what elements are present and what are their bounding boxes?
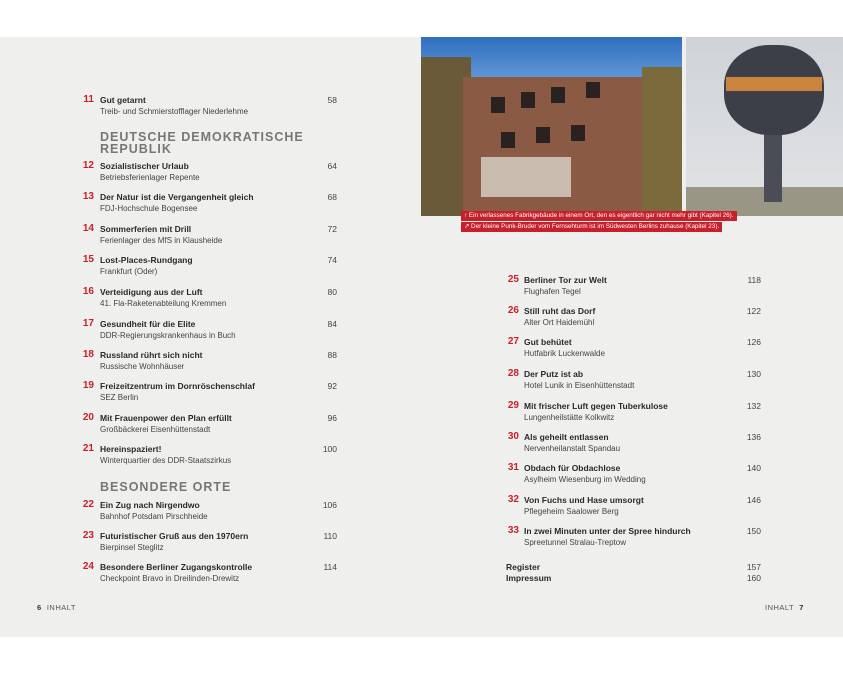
page-number: 140	[746, 463, 761, 473]
chapter-number: 26	[507, 305, 519, 316]
footer-left	[37, 603, 76, 612]
chapter-number: 32	[507, 494, 519, 505]
chapter-title: Hereinspaziert!	[100, 444, 162, 454]
chapter-number: 33	[507, 525, 519, 536]
section-heading: DEUTSCHE DEMOKRATISCHE REPUBLIK	[100, 130, 304, 156]
bierpinsel-photo	[686, 37, 843, 216]
page-number: 146	[746, 495, 761, 505]
page-number: 58	[327, 95, 337, 105]
page-number: 68	[327, 192, 337, 202]
photo-caption: ↗ Der kleine Punk-Bruder vom Fernsehturm ist im Südwesten Berlins zuhause (Kapitel 23).	[461, 222, 722, 232]
chapter-subtitle: Flughafen Tegel	[524, 287, 581, 296]
running-footer: INHALT	[765, 603, 795, 612]
section-heading: BESONDERE ORTE	[100, 480, 232, 494]
running-footer: INHALT	[46, 603, 76, 612]
page-number: 132	[746, 401, 761, 411]
chapter-number: 23	[82, 530, 94, 541]
chapter-title: Still ruht das Dorf	[524, 306, 596, 316]
page-number: 96	[327, 413, 337, 423]
chapter-subtitle: Großbäckerei Eisenhüttenstadt	[100, 425, 211, 434]
chapter-number: 31	[507, 462, 519, 473]
chapter-subtitle: Frankfurt (Oder)	[100, 267, 158, 276]
chapter-title: Obdach für Obdachlose	[524, 463, 621, 473]
chapter-number: 14	[82, 223, 94, 234]
chapter-subtitle: Bahnhof Potsdam Pirschheide	[100, 512, 208, 521]
chapter-number: 22	[82, 499, 94, 510]
page-number: 64	[327, 161, 337, 171]
chapter-title: Gut behütet	[524, 337, 572, 347]
footer-right	[765, 603, 804, 612]
chapter-subtitle: Asylheim Wiesenburg im Wedding	[524, 475, 646, 484]
page-number: 88	[327, 350, 337, 360]
page-number: 100	[322, 444, 337, 454]
chapter-number: 21	[82, 443, 94, 454]
chapter-number: 12	[82, 160, 94, 171]
chapter-title: Berliner Tor zur Welt	[524, 275, 607, 285]
page-number: 130	[746, 369, 761, 379]
chapter-subtitle: FDJ-Hochschule Bogensee	[100, 204, 198, 213]
chapter-title: Der Natur ist die Vergangenheit gleich	[100, 192, 254, 202]
page-number: 74	[327, 255, 337, 265]
page-number: 118	[747, 275, 761, 285]
chapter-title: Der Putz ist ab	[524, 369, 584, 379]
chapter-title: Mit Frauenpower den Plan erfüllt	[100, 413, 232, 423]
chapter-number: 27	[507, 336, 519, 347]
chapter-title: Sozialistischer Urlaub	[100, 161, 189, 171]
chapter-number: 19	[82, 380, 94, 391]
chapter-subtitle: Russische Wohnhäuser	[100, 362, 185, 371]
chapter-title: Gut getarnt	[100, 95, 146, 105]
chapter-title: Mit frischer Luft gegen Tuberkulose	[524, 401, 668, 411]
chapter-title: Verteidigung aus der Luft	[100, 287, 203, 297]
page-number: 122	[746, 306, 761, 316]
page-number: 92	[327, 381, 337, 391]
chapter-title: Gesundheit für die Elite	[100, 319, 196, 329]
chapter-number: 25	[507, 274, 519, 285]
chapter-title: Futuristischer Gruß aus den 1970ern	[100, 531, 249, 541]
chapter-subtitle: Pflegeheim Saalower Berg	[524, 507, 619, 516]
photo-caption: ↑ Ein verlassenes Fabrikgebäude in einem Ort, den es eigentlich gar nicht mehr gibt (Kapitel 26).	[461, 211, 737, 221]
chapter-subtitle: 41. Fla-Raketenabteilung Kremmen	[100, 299, 227, 308]
chapter-title: Von Fuchs und Hase umsorgt	[524, 495, 644, 505]
chapter-title: Besondere Berliner Zugangskontrolle	[100, 562, 253, 572]
chapter-subtitle: Treib- und Schmierstofflager Niederlehme	[100, 107, 249, 116]
chapter-number: 17	[82, 318, 94, 329]
chapter-number: 20	[82, 412, 94, 423]
chapter-subtitle: Bierpinsel Steglitz	[100, 543, 164, 552]
page-number: 136	[746, 432, 761, 442]
page-number: 114	[323, 562, 337, 572]
chapter-subtitle: Spreetunnel Stralau-Treptow	[524, 538, 626, 547]
chapter-subtitle: Ferienlager des MfS in Klausheide	[100, 236, 223, 245]
chapter-subtitle: SEZ Berlin	[100, 393, 139, 402]
factory-photo	[421, 37, 682, 216]
chapter-subtitle: Checkpoint Bravo in Dreilinden-Drewitz	[100, 574, 240, 583]
chapter-number: 24	[82, 561, 94, 572]
appendix-title: Impressum	[506, 573, 552, 583]
chapter-title: In zwei Minuten unter der Spree hindurch	[524, 526, 691, 536]
chapter-subtitle: Hutfabrik Luckenwalde	[524, 349, 605, 358]
chapter-number: 13	[82, 191, 94, 202]
chapter-number: 28	[507, 368, 519, 379]
chapter-subtitle: Winterquartier des DDR-Staatszirkus	[100, 456, 232, 465]
chapter-subtitle: Lungenheilstätte Kolkwitz	[524, 413, 615, 422]
chapter-subtitle: Nervenheilanstalt Spandau	[524, 444, 621, 453]
chapter-subtitle: Alter Ort Haidemühl	[524, 318, 595, 327]
page-number: 160	[746, 573, 761, 583]
chapter-title: Russland rührt sich nicht	[100, 350, 203, 360]
chapter-number: 11	[83, 94, 94, 105]
chapter-number: 15	[82, 254, 94, 265]
page-number: 80	[327, 287, 337, 297]
folio-number: 6	[37, 603, 42, 612]
appendix-title: Register	[506, 562, 541, 572]
page-number: 126	[746, 337, 761, 347]
chapter-title: Sommerferien mit Drill	[100, 224, 192, 234]
chapter-subtitle: Hotel Lunik in Eisenhüttenstadt	[524, 381, 635, 390]
page-number: 110	[323, 531, 337, 541]
chapter-number: 18	[82, 349, 94, 360]
page-number: 84	[327, 319, 337, 329]
chapter-subtitle: Betriebsferienlager Repente	[100, 173, 200, 182]
page-number: 150	[746, 526, 761, 536]
page-number: 72	[327, 224, 337, 234]
chapter-title: Freizeitzentrum im Dornröschenschlaf	[100, 381, 255, 391]
chapter-title: Lost-Places-Rundgang	[100, 255, 193, 265]
page-number: 106	[322, 500, 337, 510]
page-number: 157	[746, 562, 761, 572]
chapter-subtitle: DDR-Regierungskrankenhaus in Buch	[100, 331, 236, 340]
chapter-number: 29	[507, 400, 519, 411]
chapter-number: 30	[507, 431, 519, 442]
chapter-title: Ein Zug nach Nirgendwo	[100, 500, 200, 510]
chapter-number: 16	[82, 286, 94, 297]
folio-number: 7	[799, 603, 804, 612]
chapter-title: Als geheilt entlassen	[524, 432, 609, 442]
